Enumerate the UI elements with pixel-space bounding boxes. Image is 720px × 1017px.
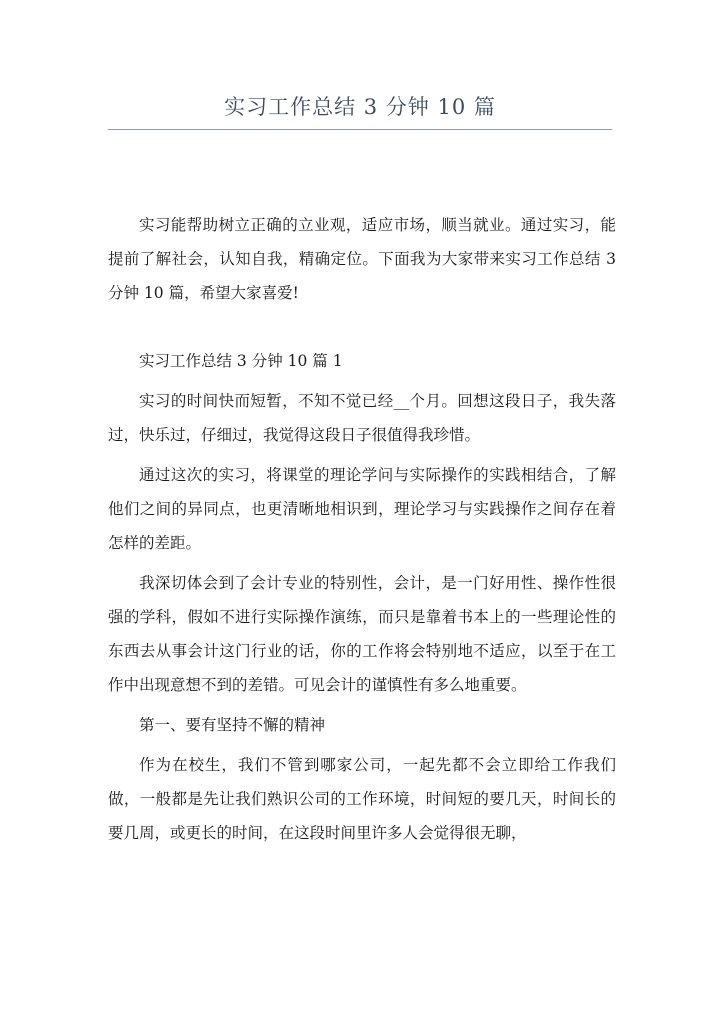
document-body — [108, 208, 616, 850]
document-title: 实习工作总结 3 分钟 10 篇 — [224, 95, 496, 119]
body-paragraph-1: 实习的时间快而短暂，不知不觉已经__个月。回想这段日子，我失落过，快乐过，仔细过，我觉得这段日子很值得我珍惜。 — [108, 392, 616, 444]
section-heading: 实习工作总结 3 分钟 10 篇 1 — [139, 352, 343, 370]
title-divider — [108, 129, 612, 130]
subheading: 第一、要有坚持不懈的精神 — [139, 716, 326, 734]
body-paragraph-3: 我深切体会到了会计专业的特别性，会计，是一门好用性、操作性很强的学科，假如不进行实际操作演练，而只是靠着书本上的一些理论性的东西去从事会计这门行业的话，你的工作将会特别地不适应，以至于在工作中出现意想不到的差错。可见会计的谨慎性有多么地重要。 — [108, 574, 616, 694]
intro-paragraph: 实习能帮助树立正确的立业观，适应市场，顺当就业。通过实习，能提前了解社会，认知自我，精确定位。下面我为大家带来实习工作总结 3 分钟 10 篇，希望大家喜爱! — [108, 216, 616, 302]
body-paragraph-2: 通过这次的实习，将课堂的理论学问与实际操作的实践相结合，了解他们之间的异同点，也更清晰地相识到，理论学习与实践操作之间存在着怎样的差距。 — [108, 466, 616, 552]
body-paragraph-4: 作为在校生，我们不管到哪家公司，一起先都不会立即给工作我们做，一般都是先让我们熟识公司的工作环境，时间短的要几天，时间长的要几周，或更长的时间，在这段时间里许多人会觉得很无聊， — [108, 756, 616, 842]
